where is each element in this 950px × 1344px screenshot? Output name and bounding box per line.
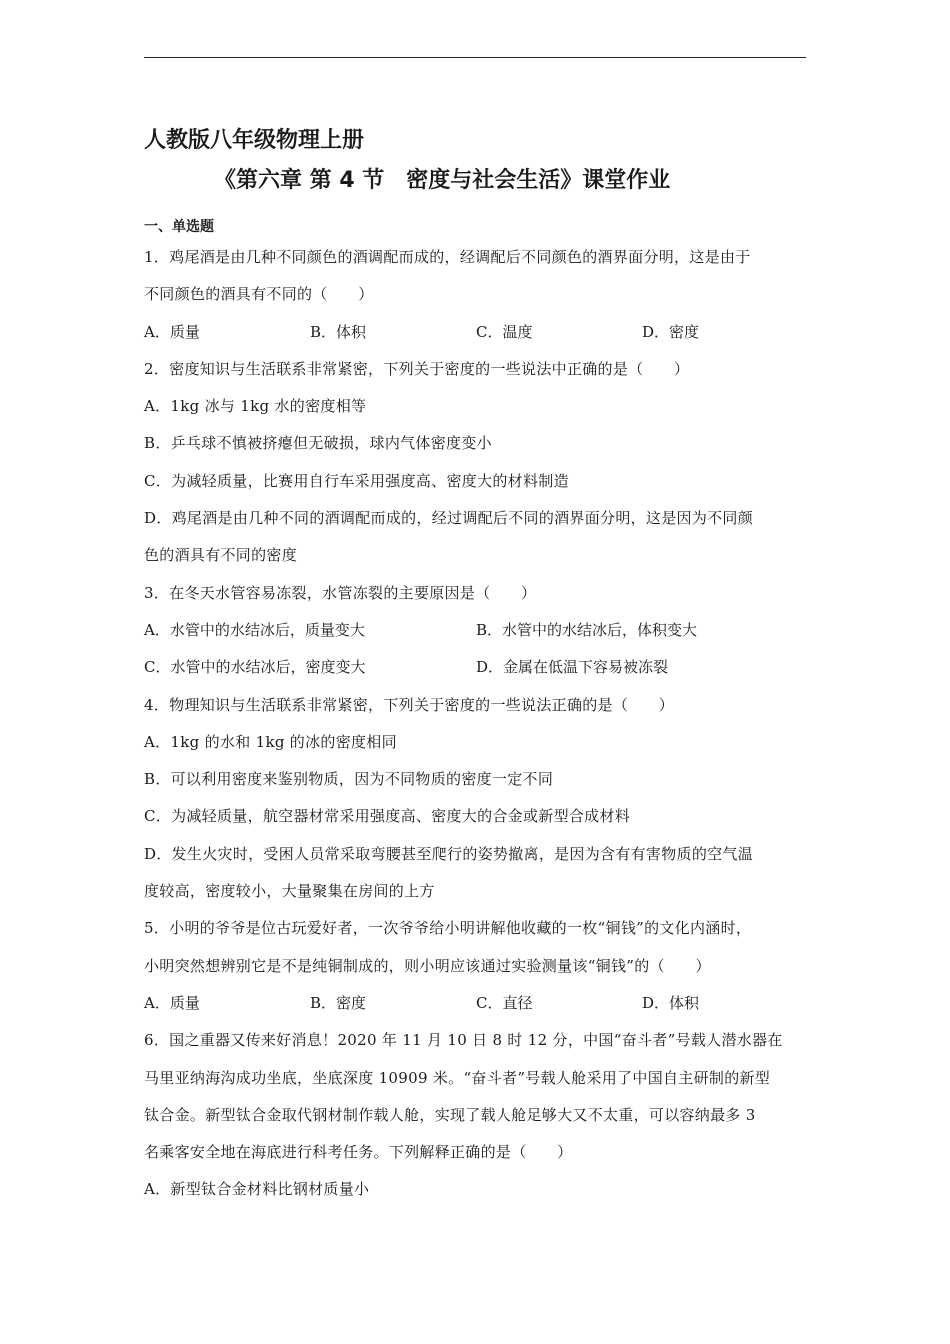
option: A．水管中的水结冰后，质量变大 [144,620,365,639]
subtitle-part-b: 密度与社会生活》课堂作业 [406,168,671,193]
question-stem-line: 1．鸡尾酒是由几种不同颜色的酒调配而成的，经调配后不同颜色的酒界面分明，这是由于 [144,248,751,266]
option: A．新型钛合金材料比钢材质量小 [144,1180,370,1199]
option: A．1kg 冰与 1kg 水的密度相等 [144,397,367,416]
option: B．可以利用密度来鉴别物质，因为不同物质的密度一定不同 [144,770,554,789]
options-row [144,990,808,1027]
option: C．温度 [476,322,533,341]
option: C．为减轻质量，比赛用自行车采用强度高、密度大的材料制造 [144,471,569,490]
options-row [144,654,808,691]
option: D．金属在低温下容易被冻裂 [476,658,669,677]
option: B．密度 [310,993,367,1012]
option: C．为减轻质量，航空器材常采用强度高、密度大的合金或新型合成材料 [144,807,631,826]
question-stem-line: 钛合金。新型钛合金取代钢材制作载人舱，实现了载人舱足够大又不太重，可以容纳最多 3 [144,1105,756,1124]
question-stem-line: 2．密度知识与生活联系非常紧密，下列关于密度的一些说法中正确的是（ ） [144,359,690,378]
header-rule [144,57,806,58]
question [144,915,808,1027]
question-list [144,244,808,1214]
question-stem-line: 马里亚纳海沟成功坐底，坐底深度 10909 米。“奋斗者”号载人舱采用了中国自主研制的新型 [144,1068,771,1087]
question [144,244,808,356]
option: C．水管中的水结冰后，密度变大 [144,658,366,677]
question-stem-line: 3．在冬天水管容易冻裂，水管冻裂的主要原因是（ ） [144,583,537,602]
option: A．1kg 的水和 1kg 的冰的密度相同 [144,732,397,751]
question [144,356,808,580]
question-stem-line: 小明突然想辨别它是不是纯铜制成的，则小明应该通过实验测量该“铜钱”的（ ） [144,956,711,975]
question [144,692,808,916]
option: D．发生火灾时，受困人员常采取弯腰甚至爬行的姿势撤离，是因为含有有害物质的空气温 [144,844,754,863]
option: B．水管中的水结冰后，体积变大 [476,620,698,639]
document-subtitle [214,166,670,196]
option: A．质量 [144,322,200,341]
question [144,580,808,692]
option: B．体积 [310,322,367,341]
question-stem-line: 不同颜色的酒具有不同的（ ） [144,285,374,304]
option: 色的酒具有不同的密度 [144,546,298,565]
option: A．质量 [144,993,200,1012]
question-stem-line: 5．小明的爷爷是位古玩爱好者，一次爷爷给小明讲解他收藏的一枚“铜钱”的文化内涵时， [144,919,752,938]
question [144,1027,808,1213]
option: D．鸡尾酒是由几种不同的酒调配而成的，经过调配后不同的酒界面分明，这是因为不同颜 [144,509,754,528]
question-stem-line: 名乘客安全地在海底进行科考任务。下列解释正确的是（ ） [144,1143,573,1162]
subtitle-part-a: 《第六章 第 4 节 [214,168,385,193]
options-row [144,319,808,356]
document-title: 人教版八年级物理上册 [144,128,365,153]
options-row [144,617,808,654]
option: D．密度 [642,322,700,341]
question-stem-line: 6．国之重器又传来好消息！2020 年 11 月 10 日 8 时 12 分，中国“奋斗者”号载人潜水器在 [144,1031,783,1050]
option: C．直径 [476,993,533,1012]
section-heading: 一、单选题 [144,219,214,235]
question-stem-line: 4．物理知识与生活联系非常紧密，下列关于密度的一些说法正确的是（ ） [144,695,675,714]
option: B．乒乓球不慎被挤瘪但无破损，球内气体密度变小 [144,434,492,453]
option: 度较高，密度较小，大量聚集在房间的上方 [144,882,435,901]
option: D．体积 [642,993,700,1012]
